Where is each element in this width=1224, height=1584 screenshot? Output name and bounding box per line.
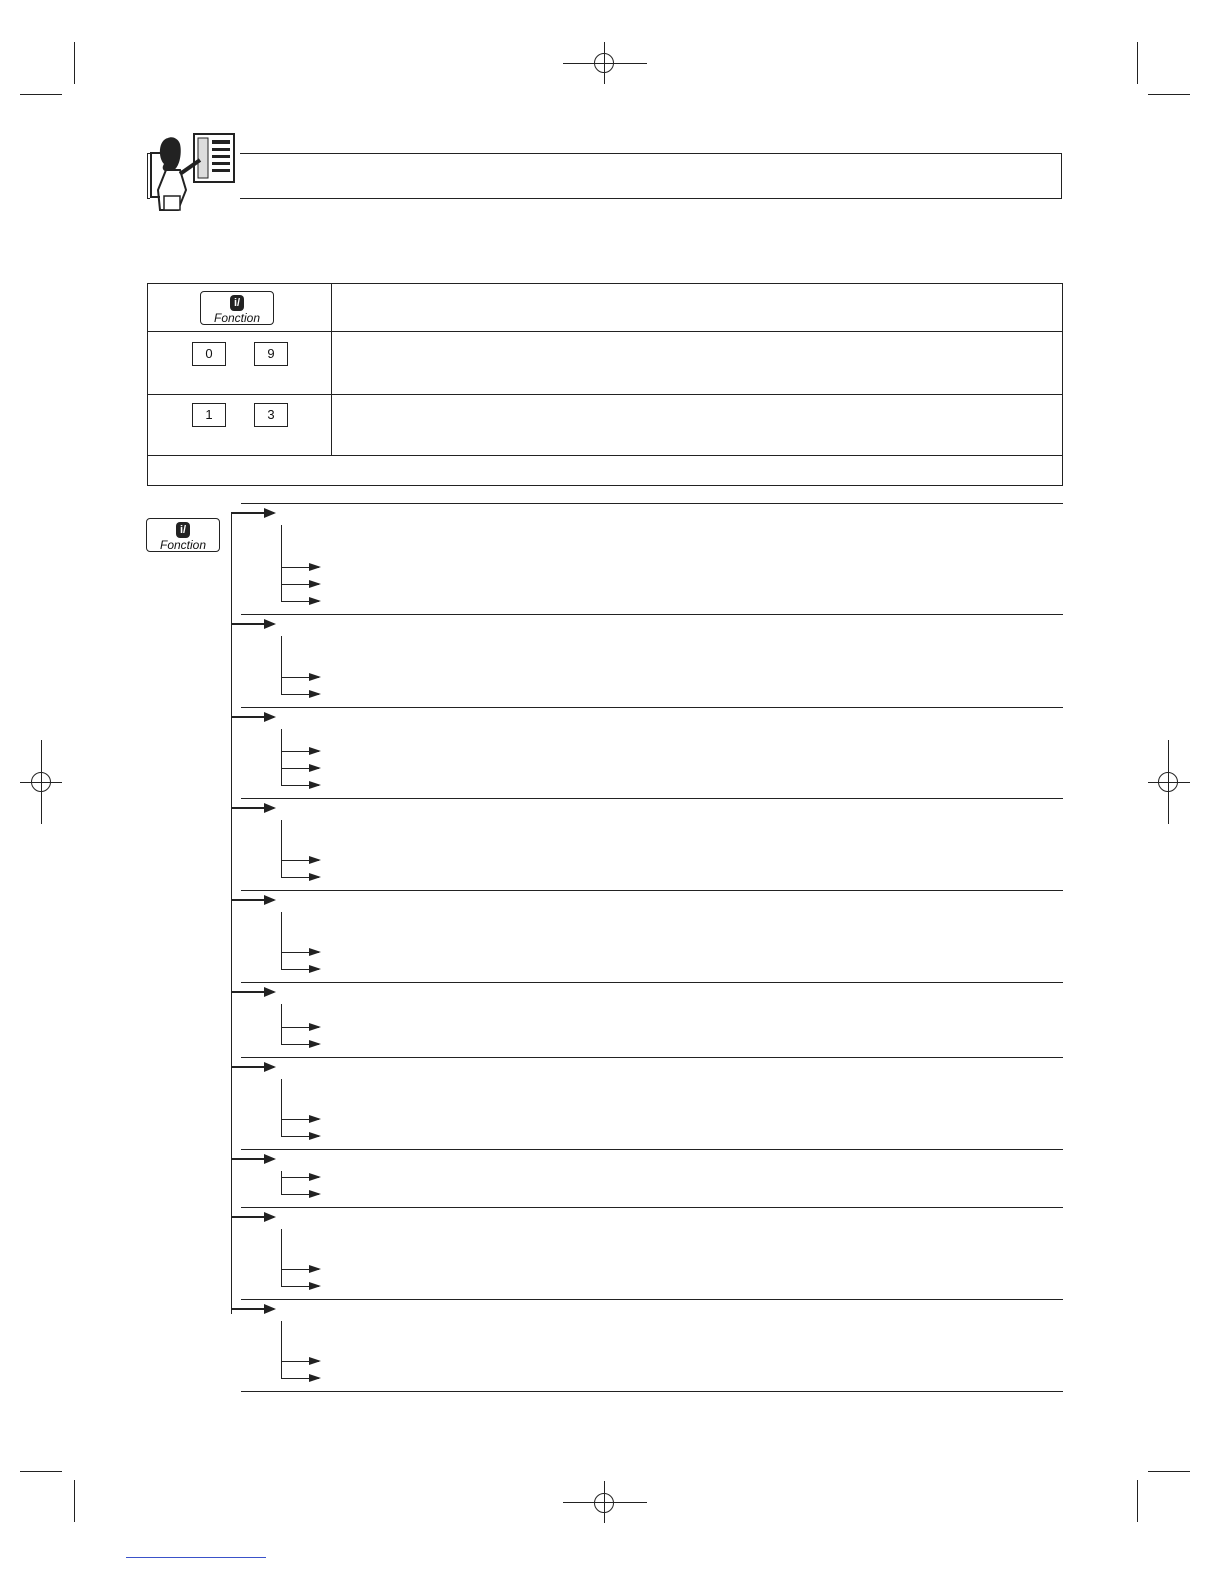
arrow-right-icon — [281, 1378, 319, 1379]
number-key: 1 — [192, 403, 226, 427]
number-keys-cell — [148, 332, 332, 395]
arrow-right-icon — [281, 567, 319, 568]
arrow-right-icon — [281, 768, 319, 769]
crop-mark — [74, 42, 75, 84]
arrow-right-icon — [281, 677, 319, 678]
arrow-right-icon — [281, 1286, 319, 1287]
arrow-right-icon — [281, 1119, 319, 1120]
section-divider — [241, 614, 1063, 615]
crop-mark — [20, 1471, 62, 1472]
arrow-right-icon — [232, 1158, 274, 1160]
number-keys-cell — [148, 395, 332, 456]
description-cell — [332, 284, 1063, 332]
arrow-right-icon — [281, 1269, 319, 1270]
section-divider — [241, 1299, 1063, 1300]
number-key: 3 — [254, 403, 288, 427]
arrow-right-icon — [281, 584, 319, 585]
section-divider — [241, 982, 1063, 983]
arrow-right-icon — [281, 1177, 319, 1178]
section-divider — [241, 1391, 1063, 1392]
number-key: 9 — [254, 342, 288, 366]
function-button-icon — [200, 291, 274, 325]
key-reference-table — [147, 283, 1063, 486]
section-divider — [241, 707, 1063, 708]
sub-branch — [281, 729, 282, 786]
section-divider — [241, 1057, 1063, 1058]
number-key: 0 — [192, 342, 226, 366]
crop-mark — [74, 1480, 75, 1522]
arrow-right-icon — [281, 601, 319, 602]
crop-mark — [1137, 42, 1138, 84]
arrow-right-icon — [232, 512, 274, 514]
section-divider — [241, 503, 1063, 504]
sub-branch — [281, 912, 282, 970]
arrow-right-icon — [232, 1066, 274, 1068]
arrow-right-icon — [281, 1136, 319, 1137]
function-glyph: i/ — [230, 295, 244, 311]
sub-branch — [281, 1321, 282, 1379]
description-cell — [332, 395, 1063, 456]
arrow-right-icon — [281, 969, 319, 970]
function-label: Fonction — [159, 538, 207, 552]
woman-at-control-panel-icon — [150, 130, 240, 212]
header-banner — [147, 153, 1062, 199]
arrow-right-icon — [232, 1216, 274, 1218]
sub-branch — [281, 820, 282, 878]
sub-branch — [281, 636, 282, 695]
arrow-right-icon — [232, 991, 274, 993]
sub-branch — [281, 1079, 282, 1137]
section-divider — [241, 890, 1063, 891]
arrow-right-icon — [232, 716, 274, 718]
arrow-right-icon — [232, 899, 274, 901]
section-divider — [241, 1149, 1063, 1150]
crop-mark — [1137, 1480, 1138, 1522]
arrow-right-icon — [281, 751, 319, 752]
arrow-right-icon — [232, 623, 274, 625]
sub-branch — [281, 525, 282, 602]
section-divider — [241, 1207, 1063, 1208]
function-key-cell — [148, 284, 332, 332]
function-label: Fonction — [213, 311, 261, 325]
function-glyph: i/ — [176, 522, 190, 538]
arrow-right-icon — [281, 694, 319, 695]
sub-branch — [281, 1229, 282, 1287]
crop-mark — [1148, 94, 1190, 95]
sub-branch — [281, 1171, 282, 1195]
section-divider — [241, 798, 1063, 799]
arrow-right-icon — [281, 1361, 319, 1362]
arrow-right-icon — [232, 1308, 274, 1310]
crop-mark — [1148, 1471, 1190, 1472]
description-cell — [332, 332, 1063, 395]
crop-mark — [20, 94, 62, 95]
sub-branch — [281, 1004, 282, 1045]
tree-trunk — [231, 512, 232, 1314]
function-button-icon — [146, 518, 220, 552]
arrow-right-icon — [281, 860, 319, 861]
arrow-right-icon — [232, 807, 274, 809]
arrow-right-icon — [281, 785, 319, 786]
footer-line — [126, 1557, 266, 1558]
arrow-right-icon — [281, 1044, 319, 1045]
arrow-right-icon — [281, 952, 319, 953]
note-cell — [148, 456, 1063, 486]
arrow-right-icon — [281, 877, 319, 878]
arrow-right-icon — [281, 1194, 319, 1195]
arrow-right-icon — [281, 1027, 319, 1028]
